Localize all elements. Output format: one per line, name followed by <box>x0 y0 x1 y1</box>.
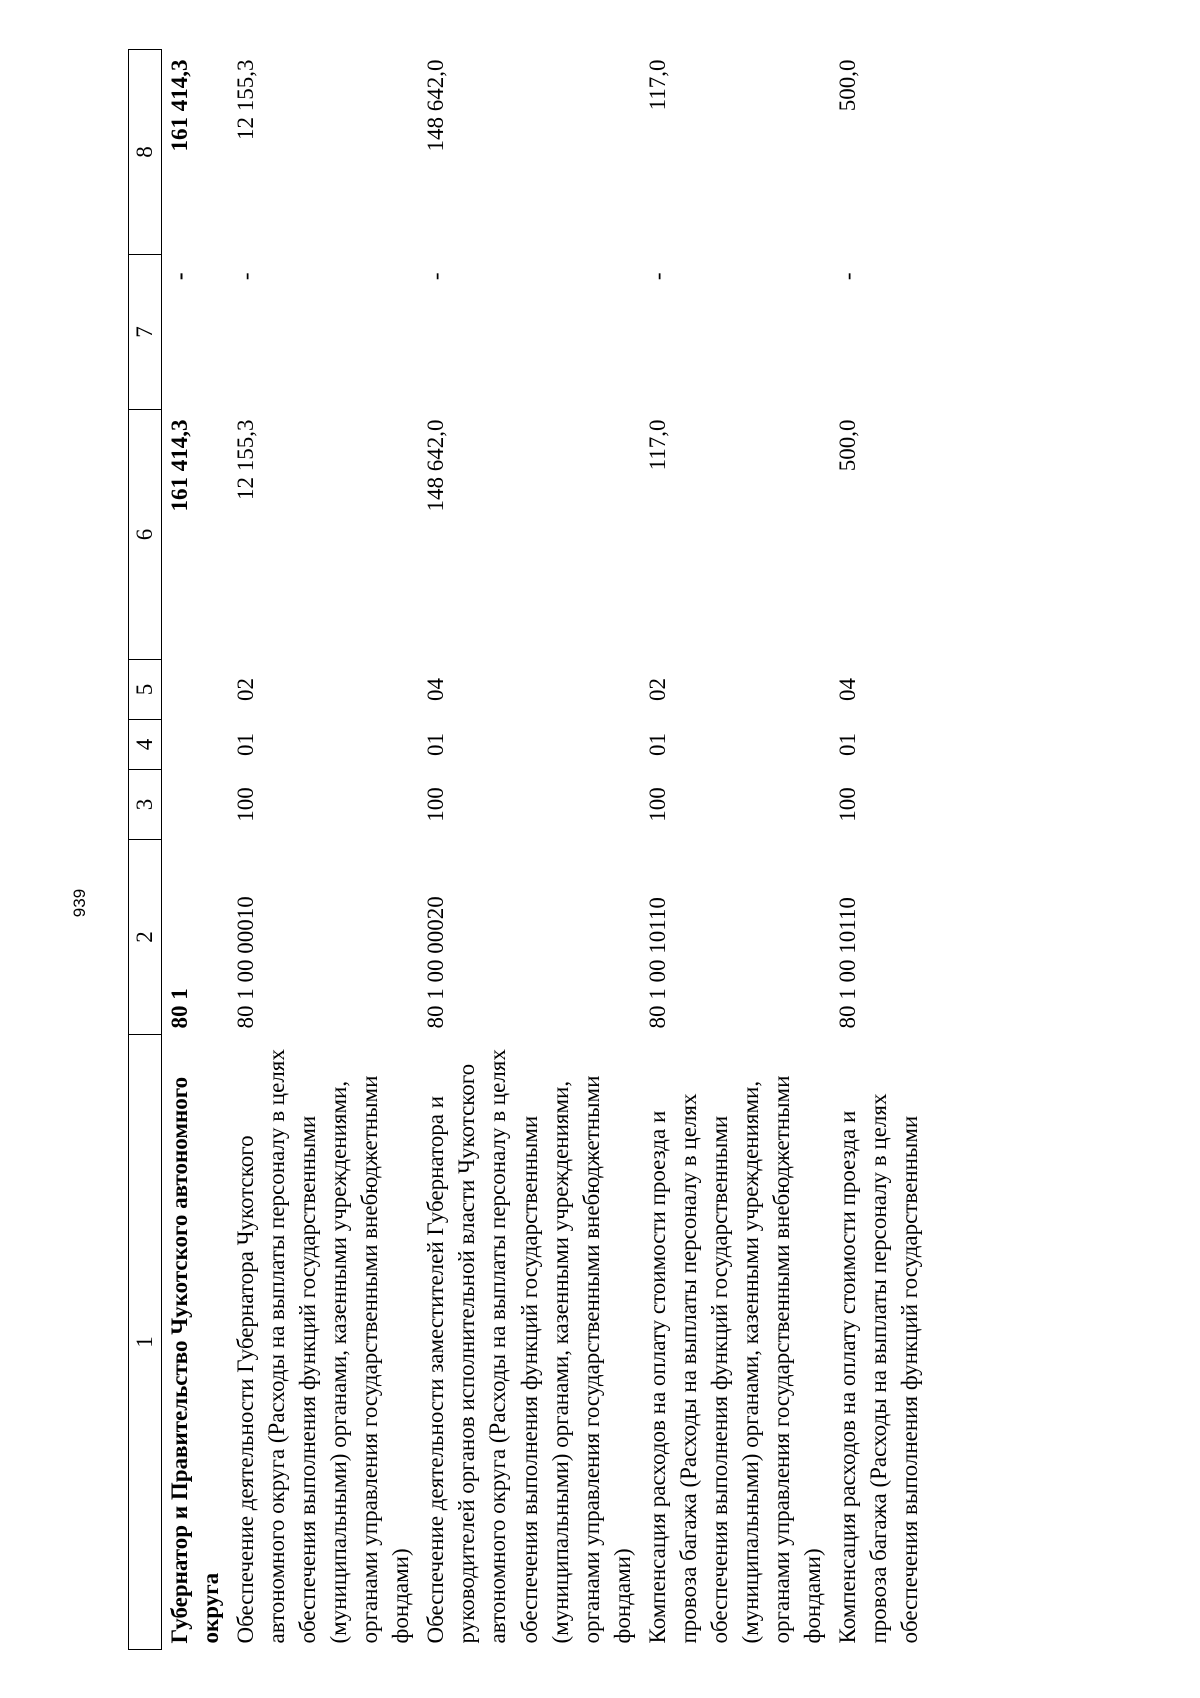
subsection-code: 02 <box>644 678 670 701</box>
target-article-code: 80 1 00 00010 <box>233 896 259 1029</box>
amount-col7: - <box>233 272 259 281</box>
rotated-table-container <box>128 50 1058 1650</box>
amount-col6: 161 414,3 <box>167 419 192 512</box>
amount-col8: 117,0 <box>644 59 670 111</box>
amount-col6: 117,0 <box>644 419 670 471</box>
amount-col8: 500,0 <box>834 59 860 112</box>
header-row <box>129 50 162 1650</box>
amount-col7: - <box>167 272 192 281</box>
amount-col8: 161 414,3 <box>167 59 192 152</box>
subsection-code: 02 <box>233 678 259 701</box>
subsection-code <box>162 660 229 720</box>
table-row <box>162 50 229 1650</box>
section-code: 01 <box>233 733 259 756</box>
section-code: 01 <box>423 733 449 756</box>
subsection-code: 04 <box>834 678 860 701</box>
expense-type-code: 100 <box>834 787 860 822</box>
header-cell-2: 2 <box>129 840 162 1035</box>
amount-col6: 12 155,3 <box>233 419 259 500</box>
amount-col7: - <box>423 272 449 281</box>
header-cell-7: 7 <box>129 255 162 410</box>
amount-col7: - <box>834 272 860 281</box>
expense-name: Обеспечение деятельности Губернатора Чукотского автономного округа (Расходы на выплаты персоналу в целях обеспечения выполнения функций государственными (муниципальными) органами, казенными учреждениями, органами управления государственными внебюджетными фондами) <box>233 1049 414 1644</box>
target-article-code: 80 1 00 10110 <box>834 897 860 1029</box>
header-cell-1: 1 <box>129 1035 162 1650</box>
header-cell-6: 6 <box>129 410 162 660</box>
table-row <box>640 50 830 1650</box>
expense-name: Компенсация расходов на оплату стоимости проезда и провоза багажа (Расходы на выплаты персоналу в целях обеспечения выполнения функций государственными <box>834 1093 923 1644</box>
table-row <box>830 50 927 1650</box>
expense-type-code <box>162 770 229 840</box>
expense-name: Компенсация расходов на оплату стоимости проезда и провоза багажа (Расходы на выплаты персоналу в целях обеспечения выполнения функций государственными (муниципальными) органами, казенными учреждениями, органами управления государственными внебюджетными фондами) <box>644 1075 825 1644</box>
table-row <box>228 50 418 1650</box>
amount-col8: 12 155,3 <box>233 59 259 140</box>
expense-type-code: 100 <box>423 787 449 822</box>
amount-col6: 148 642,0 <box>423 419 449 512</box>
section-code: 01 <box>834 733 860 756</box>
section-code <box>162 720 229 770</box>
expense-type-code: 100 <box>644 787 670 822</box>
subsection-code: 04 <box>423 678 449 701</box>
expense-name: Обеспечение деятельности заместителей Губернатора и руководителей органов исполнительной власти Чукотского автономного округа (Расходы на выплаты персоналу в целях обеспечения выполнения функций государственными (муниципальными) органами, казенными учреждениями, органами управления государственными внебюджетными фондами) <box>423 1049 635 1644</box>
amount-col6: 500,0 <box>834 419 860 472</box>
amount-col7: - <box>644 272 670 281</box>
target-article-code: 80 1 00 10110 <box>644 897 670 1029</box>
expense-name: Губернатор и Правительство Чукотского автономного округа <box>167 1076 224 1644</box>
expense-type-code: 100 <box>233 787 259 822</box>
target-article-code: 80 1 <box>167 988 192 1029</box>
header-cell-4: 4 <box>129 720 162 770</box>
page-number: 939 <box>70 888 89 918</box>
header-cell-5: 5 <box>129 660 162 720</box>
budget-table <box>128 49 927 1650</box>
header-cell-8: 8 <box>129 50 162 255</box>
table-row <box>418 50 639 1650</box>
header-cell-3: 3 <box>129 770 162 840</box>
target-article-code: 80 1 00 00020 <box>423 896 449 1029</box>
section-code: 01 <box>644 733 670 756</box>
amount-col8: 148 642,0 <box>423 59 449 152</box>
